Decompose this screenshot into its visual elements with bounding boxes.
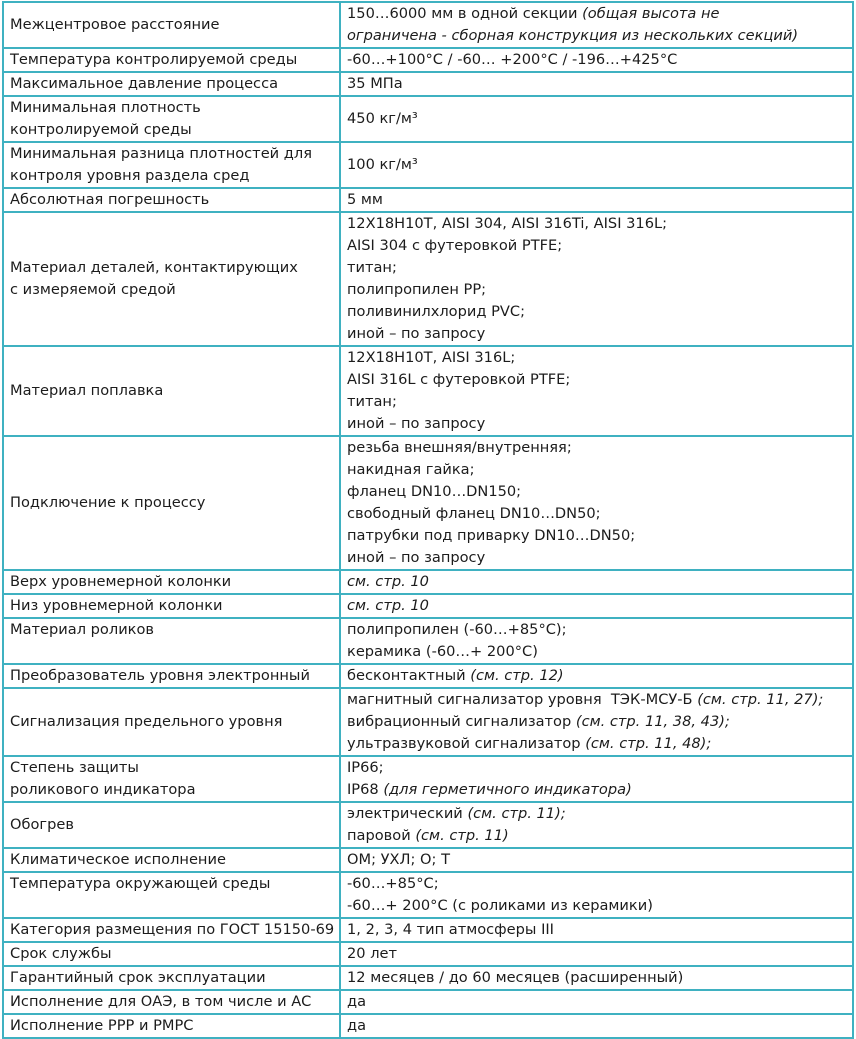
spec-value-line xyxy=(347,757,846,779)
spec-label-cell xyxy=(3,664,340,688)
spec-value-cell xyxy=(340,346,853,436)
spec-value-line xyxy=(347,3,846,25)
spec-value-line xyxy=(347,641,846,663)
spec-value-line xyxy=(347,413,846,435)
page-reference: см. стр. 10 xyxy=(347,573,429,590)
spec-label-cell xyxy=(3,96,340,142)
spec-value-text: -60…+85°С; xyxy=(347,875,439,892)
spec-value-line xyxy=(347,665,846,687)
spec-value-line xyxy=(347,733,846,755)
table-row xyxy=(3,72,853,96)
table-row xyxy=(3,212,853,346)
spec-label-cell xyxy=(3,48,340,72)
spec-value-cell xyxy=(340,756,853,802)
spec-label-line: Материал поплавка xyxy=(10,382,164,399)
spec-value-text: да xyxy=(347,1017,367,1034)
spec-value-text: 35 МПа xyxy=(347,75,403,92)
spec-value-text: 20 лет xyxy=(347,945,398,962)
spec-value-line xyxy=(347,154,846,176)
spec-value-text: вибрационный сигнализатор xyxy=(347,713,576,730)
spec-value-cell xyxy=(340,72,853,96)
spec-label-cell xyxy=(3,594,340,618)
page-reference: ограничена - сборная конструкция из нескольких секций) xyxy=(347,27,799,44)
spec-value-line xyxy=(347,595,846,617)
spec-label-line: роликового индикатора xyxy=(10,781,196,798)
spec-value-text: полипропилен (-60…+85°С); xyxy=(347,621,567,638)
spec-label-line: Исполнение для ОАЭ, в том числе и АС xyxy=(10,993,312,1010)
spec-value-line xyxy=(347,369,846,391)
spec-value-cell xyxy=(340,48,853,72)
spec-value-text: 5 мм xyxy=(347,191,383,208)
spec-label-line: с измеряемой средой xyxy=(10,281,176,298)
spec-label-line: Климатическое исполнение xyxy=(10,851,226,868)
spec-value-cell xyxy=(340,942,853,966)
spec-value-line xyxy=(347,943,846,965)
spec-label-line: Абсолютная погрешность xyxy=(10,191,210,208)
spec-value-line xyxy=(347,779,846,801)
table-row xyxy=(3,918,853,942)
spec-value-text: накидная гайка; xyxy=(347,461,475,478)
spec-label-cell xyxy=(3,872,340,918)
spec-value-line xyxy=(347,967,846,989)
spec-value-cell xyxy=(340,966,853,990)
spec-value-text: 450 кг/м³ xyxy=(347,110,418,127)
spec-label-line: Категория размещения по ГОСТ 15150-69 xyxy=(10,921,335,938)
spec-value-line xyxy=(347,991,846,1013)
spec-label-line: контролируемой среды xyxy=(10,121,192,138)
page-reference: (см. стр. 11) xyxy=(415,827,509,844)
page-reference: (для герметичного индикатора) xyxy=(383,781,632,798)
spec-value-text: полипропилен PP; xyxy=(347,281,487,298)
spec-value-line xyxy=(347,895,846,917)
spec-value-line xyxy=(347,257,846,279)
spec-value-cell xyxy=(340,570,853,594)
table-row xyxy=(3,942,853,966)
spec-label-line: контроля уровня раздела сред xyxy=(10,167,250,184)
spec-value-text: иной – по запросу xyxy=(347,549,486,566)
spec-value-text: 150…6000 мм в одной секции xyxy=(347,5,583,22)
spec-value-cell xyxy=(340,2,853,48)
spec-value-cell xyxy=(340,872,853,918)
spec-value-text: магнитный сигнализатор уровня ТЭК-МСУ-Б xyxy=(347,691,698,708)
table-row xyxy=(3,570,853,594)
spec-value-line xyxy=(347,323,846,345)
spec-label-cell xyxy=(3,570,340,594)
spec-value-line xyxy=(347,437,846,459)
table-row xyxy=(3,142,853,188)
spec-value-line xyxy=(347,213,846,235)
spec-value-cell xyxy=(340,664,853,688)
spec-label-cell xyxy=(3,212,340,346)
specifications-body xyxy=(3,2,853,1038)
spec-value-text: AISI 304 с футеровкой PTFE; xyxy=(347,237,563,254)
spec-value-line xyxy=(347,619,846,641)
spec-value-text: IP68 xyxy=(347,781,384,798)
spec-label-cell xyxy=(3,2,340,48)
spec-value-cell xyxy=(340,142,853,188)
spec-value-cell xyxy=(340,688,853,756)
spec-value-cell xyxy=(340,188,853,212)
spec-label-cell xyxy=(3,1014,340,1038)
spec-value-line xyxy=(347,459,846,481)
table-row xyxy=(3,48,853,72)
spec-value-text: патрубки под приварку DN10…DN50; xyxy=(347,527,636,544)
spec-value-line xyxy=(347,1015,846,1037)
page-reference: см. стр. 10 xyxy=(347,597,429,614)
spec-label-line: Температура окружающей среды xyxy=(10,875,271,892)
table-row xyxy=(3,1014,853,1038)
spec-value-text: 12Х18Н10Т, AISI 304, AISI 316Ti, AISI 316L; xyxy=(347,215,668,232)
spec-value-line xyxy=(347,525,846,547)
spec-value-text: электрический xyxy=(347,805,468,822)
spec-value-cell xyxy=(340,848,853,872)
spec-value-cell xyxy=(340,1014,853,1038)
spec-value-text: поливинилхлорид PVC; xyxy=(347,303,525,320)
spec-value-text: IP66; xyxy=(347,759,384,776)
table-row xyxy=(3,346,853,436)
page-reference: (см. стр. 12) xyxy=(470,667,564,684)
spec-value-line xyxy=(347,547,846,569)
spec-value-cell xyxy=(340,436,853,570)
spec-value-cell xyxy=(340,618,853,664)
spec-label-cell xyxy=(3,756,340,802)
spec-label-cell xyxy=(3,966,340,990)
spec-label-line: Сигнализация предельного уровня xyxy=(10,713,283,730)
spec-label-line: Минимальная плотность xyxy=(10,99,201,116)
spec-value-line xyxy=(347,803,846,825)
spec-value-line xyxy=(347,347,846,369)
spec-value-text: титан; xyxy=(347,393,397,410)
spec-value-text: 12Х18Н10Т, AISI 316L; xyxy=(347,349,516,366)
table-row xyxy=(3,966,853,990)
spec-value-line xyxy=(347,301,846,323)
spec-value-text: 1, 2, 3, 4 тип атмосферы III xyxy=(347,921,554,938)
spec-value-text: ОМ; УХЛ; О; Т xyxy=(347,851,451,868)
spec-label-line: Гарантийный срок эксплуатации xyxy=(10,969,266,986)
spec-label-line: Срок службы xyxy=(10,945,112,962)
spec-value-line xyxy=(347,235,846,257)
spec-label-line: Материал роликов xyxy=(10,621,155,638)
spec-value-cell xyxy=(340,594,853,618)
spec-value-text: 100 кг/м³ xyxy=(347,156,418,173)
page-reference: (см. стр. 11); xyxy=(467,805,566,822)
spec-value-line xyxy=(347,503,846,525)
spec-value-text: 12 месяцев / до 60 месяцев (расширенный) xyxy=(347,969,684,986)
spec-value-cell xyxy=(340,918,853,942)
spec-value-text: иной – по запросу xyxy=(347,415,486,432)
spec-value-text: резьба внешняя/внутренняя; xyxy=(347,439,572,456)
spec-label-cell xyxy=(3,188,340,212)
spec-value-cell xyxy=(340,212,853,346)
spec-value-line xyxy=(347,25,846,47)
spec-label-cell xyxy=(3,942,340,966)
table-row xyxy=(3,96,853,142)
spec-label-line: Подключение к процессу xyxy=(10,494,206,511)
spec-label-line: Обогрев xyxy=(10,816,74,833)
table-row xyxy=(3,618,853,664)
spec-label-line: Верх уровнемерной колонки xyxy=(10,573,232,590)
spec-value-text: паровой xyxy=(347,827,416,844)
spec-value-text: свободный фланец DN10…DN50; xyxy=(347,505,601,522)
spec-label-cell xyxy=(3,142,340,188)
spec-value-line xyxy=(347,189,846,211)
spec-value-text: -60…+100°C / -60… +200°C / -196…+425°C xyxy=(347,51,678,68)
spec-value-line xyxy=(347,825,846,847)
spec-label-line: Межцентровое расстояние xyxy=(10,16,220,33)
table-row xyxy=(3,594,853,618)
table-row xyxy=(3,756,853,802)
spec-value-line xyxy=(347,711,846,733)
page-reference: (общая высота не xyxy=(582,5,720,22)
spec-value-line xyxy=(347,849,846,871)
spec-label-cell xyxy=(3,346,340,436)
spec-value-line xyxy=(347,689,846,711)
spec-label-line: Максимальное давление процесса xyxy=(10,75,279,92)
spec-label-cell xyxy=(3,618,340,664)
spec-value-text: титан; xyxy=(347,259,397,276)
spec-value-line xyxy=(347,108,846,130)
spec-value-cell xyxy=(340,96,853,142)
table-row xyxy=(3,688,853,756)
spec-label-cell xyxy=(3,918,340,942)
spec-value-text: ультразвуковой сигнализатор xyxy=(347,735,586,752)
page-reference: (см. стр. 11, 48); xyxy=(585,735,712,752)
spec-value-line xyxy=(347,571,846,593)
spec-label-cell xyxy=(3,848,340,872)
spec-value-text: фланец DN10…DN150; xyxy=(347,483,522,500)
spec-label-line: Низ уровнемерной колонки xyxy=(10,597,223,614)
spec-value-line xyxy=(347,279,846,301)
table-row xyxy=(3,188,853,212)
spec-label-line: Преобразователь уровня электронный xyxy=(10,667,310,684)
spec-value-line xyxy=(347,73,846,95)
spec-value-line xyxy=(347,873,846,895)
spec-label-cell xyxy=(3,72,340,96)
spec-label-cell xyxy=(3,688,340,756)
spec-label-line: Степень защиты xyxy=(10,759,139,776)
spec-label-line: Температура контролируемой среды xyxy=(10,51,298,68)
spec-value-text: иной – по запросу xyxy=(347,325,486,342)
spec-value-line xyxy=(347,481,846,503)
table-row xyxy=(3,872,853,918)
specifications-table xyxy=(2,1,854,1039)
spec-value-line xyxy=(347,49,846,71)
page-reference: (см. стр. 11, 38, 43); xyxy=(575,713,730,730)
spec-value-line xyxy=(347,919,846,941)
spec-label-line: Исполнение РРР и РМРС xyxy=(10,1017,194,1034)
table-row xyxy=(3,802,853,848)
table-row xyxy=(3,664,853,688)
page-reference: (см. стр. 11, 27); xyxy=(697,691,824,708)
spec-label-cell xyxy=(3,436,340,570)
spec-label-line: Минимальная разница плотностей для xyxy=(10,145,312,162)
spec-label-cell xyxy=(3,802,340,848)
spec-value-text: керамика (-60…+ 200°С) xyxy=(347,643,538,660)
table-row xyxy=(3,848,853,872)
spec-value-cell xyxy=(340,802,853,848)
spec-value-text: да xyxy=(347,993,367,1010)
table-row xyxy=(3,2,853,48)
table-row xyxy=(3,436,853,570)
spec-value-line xyxy=(347,391,846,413)
spec-value-text: -60…+ 200°С (с роликами из керамики) xyxy=(347,897,653,914)
spec-value-text: AISI 316L с футеровкой PTFE; xyxy=(347,371,571,388)
spec-value-text: бесконтактный xyxy=(347,667,471,684)
spec-label-line: Материал деталей, контактирующих xyxy=(10,259,298,276)
